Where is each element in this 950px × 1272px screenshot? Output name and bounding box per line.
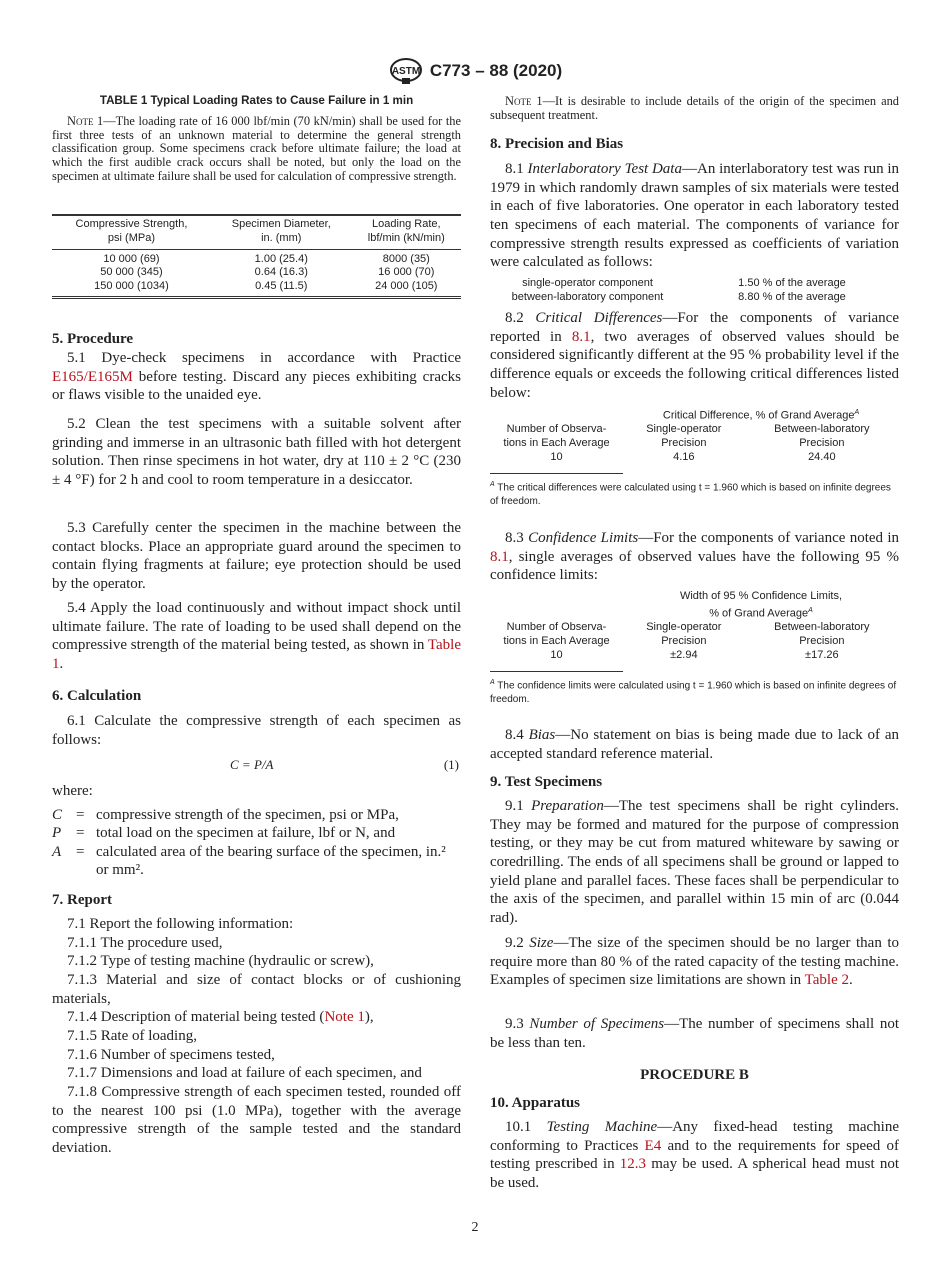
confidence-limits-table: Width of 95 % Confidence Limits, % of Grand Average$^A$ Number of Observa- tions in Each Average Single-operator Precision Between-laboratory Precision 10 ±2.94 ±17.26 $^A$ The confidence limits were calculated using t = 1.960 which is based on infinite degrees of freedom. — [490, 590, 899, 707]
italic-term: Bias — [528, 727, 556, 743]
para-9-1: 9.1 Preparation—The test specimens shall be right cylinders. They may be formed and matured for the purpose of compression testing, or they may be cut from matured whiteware by sawing or coredrilling. The ends of all specimens shall be ground or lapped to yield plane and parallel faces. These faces shall be perpendicular to the axis of the specimen, and parallel within 15 min of arc (0.044 rad). — [490, 798, 899, 926]
report-item: 7.1.8 Compressive strength of each specimen tested, rounded off to the nearest 100 psi (1.0 MPa), together with the average compressive strength of the sample tested and the standard deviation. — [52, 1083, 461, 1156]
report-item: 7.1 Report the following information: — [67, 916, 294, 932]
para-5-1: 5.1 Dye-check specimens in accordance with Practice E165/E165M before testing. Discard any pieces exhibiting cracks or flaws visible to the unaided eye. — [52, 350, 461, 404]
cross-reference-link[interactable]: Table 2 — [804, 972, 850, 989]
table1-note: Note 1—The loading rate of 16 000 lbf/min (70 kN/min) shall be used for the first three tests of an unknown material to determine the general strength classification group. Some specimens crack before ultimate failure; the load at which the first audible crack occurs shall be noted, but only the load on the specimen at ultimate failure shall be used for calculation of compressive strength. — [52, 114, 461, 183]
para-8-2: 8.2 Critical Differences—For the components of variance reported in 8.1, two averages of observed values should be considered significantly different at the 95 % probability level if the difference equals or exceeds the following critical differences listed below: — [490, 310, 899, 401]
col-header-rate: Loading Rate, lbf/min (kN/min) — [352, 215, 461, 249]
cross-reference-link[interactable]: E4 — [644, 1137, 662, 1154]
table-row: 10 000 (69) 1.00 (25.4) 8000 (35) — [103, 252, 430, 265]
section-5-heading: 5. Procedure — [52, 331, 134, 347]
table-row: 10 ±2.94 ±17.26 — [550, 648, 839, 661]
section-6-heading: 6. Calculation — [52, 688, 142, 704]
page-header — [0, 58, 950, 84]
section-10-heading: 10. Apparatus — [490, 1095, 581, 1111]
section-7-heading: 7. Report — [52, 892, 112, 908]
where-label: where: — [52, 783, 93, 799]
italic-term: Preparation — [531, 798, 604, 814]
col-header-diameter: Specimen Diameter, in. (mm) — [211, 215, 352, 249]
para-6-1: 6.1 Calculate the compressive strength of each specimen as follows: — [52, 713, 461, 748]
cross-reference-link[interactable]: Note 1 — [324, 1009, 365, 1026]
note-label: Note — [505, 94, 532, 108]
table-row: 150 000 (1034) 0.45 (11.5) 24 000 (105) — [94, 280, 438, 293]
para-5-4: 5.4 Apply the load continuously and without impact shock until ultimate failure. The rate of loading to be used shall depend on the compressive strength of the material being tested, as shown in Table 1. — [52, 600, 461, 672]
col-header-strength: Compressive Strength, psi (MPa) — [52, 215, 211, 249]
para-8-1: 8.1 Interlaboratory Test Data—An interlaboratory test was run in 1979 in which randomly drawn samples of six materials were tested in each of five laboratories. One operator in each laboratory tested ten specimens of each material. The components of variance for compressive strength results expressed as coefficients of variation were calculated as follows: — [490, 161, 900, 271]
report-item: 7.1.2 Type of testing machine (hydraulic or screw), — [67, 953, 374, 970]
designation: C773 – 88 (2020) — [429, 61, 563, 80]
section-9-heading: 9. Test Specimens — [490, 774, 603, 790]
cross-reference-link[interactable]: E165/E165M — [52, 368, 133, 385]
variance-table: single-operator component 1.50 % of the average between-laboratory component 8.80 % of the average — [511, 277, 846, 303]
para-9-2: 9.2 Size—The size of the specimen should be no larger than to require more than 80 % of the rated capacity of the testing machine. Examples of specimen size limitations are shown in Table 2. — [490, 935, 900, 989]
italic-term: Interlaboratory Test Data — [527, 161, 682, 177]
definition-item: P = total load on the specimen at failure, lbf or N, and — [52, 825, 396, 842]
procedure-b-heading: PROCEDURE B — [640, 1067, 749, 1083]
para-5-3: 5.3 Carefully center the specimen in the machine between the contact blocks. Place an appropriate guard around the specimen to contain flying fragments at failure; eye protection should be used by the operator. — [52, 520, 461, 592]
para-5-2: 5.2 Clean the test specimens with a suitable solvent after grinding and immerse in an ultrasonic bath filled with hot detergent solution. Then rinse specimens in hot water, dry at 110 ± 2 °C (230 ± 4 °F) for 2 h and cool to room temperature in a desiccator. — [52, 416, 461, 488]
italic-term: Critical Differences — [535, 310, 663, 326]
table1-title: TABLE 1 Typical Loading Rates to Cause Failure in 1 min — [99, 94, 414, 107]
cross-reference-link[interactable]: Table 1 — [52, 637, 461, 672]
cross-reference-link[interactable]: 8.1 — [571, 328, 591, 345]
table-row: 10 4.16 24.40 — [550, 451, 836, 464]
note-label: Note — [67, 114, 94, 128]
report-item: 7.1.5 Rate of loading, — [67, 1027, 197, 1044]
equation: C = P/A — [230, 757, 274, 772]
cross-reference-link[interactable]: 8.1 — [490, 548, 509, 565]
para-9-3: 9.3 Number of Specimens—The number of specimens shall not be less than ten. — [490, 1016, 899, 1051]
svg-text:ASTM: ASTM — [391, 66, 420, 77]
report-item: 7.1.7 Dimensions and load at failure of each specimen, and — [67, 1065, 422, 1082]
para-10-1: 10.1 Testing Machine—Any fixed-head testing machine conforming to Practices E4 and to the requirements for speed of testing prescribed in 12.3 may be used. A spherical head must not be used. — [490, 1119, 900, 1191]
table1 — [52, 214, 461, 299]
report-item: 7.1.1 The procedure used, — [67, 934, 223, 951]
definitions-list — [52, 806, 461, 879]
report-item: 7.1.6 Number of specimens tested, — [67, 1046, 275, 1063]
page-number: 2 — [471, 1220, 479, 1235]
critical-difference-table: Critical Difference, % of Grand Average$^A$ Number of Observa- tions in Each Average Single-operator Precision Between-laboratory Precision 10 4.16 24.40 $^A$ The critical differences were calculated using t = 1.960 which is based on infinite degrees of freedom. — [490, 406, 899, 509]
definition-item: C = compressive strength of the specimen, psi or MPa, — [52, 807, 399, 823]
para-8-4: 8.4 Bias—No statement on bias is being made due to lack of an accepted standard reference material. — [490, 727, 900, 762]
italic-term: Size — [529, 935, 554, 951]
report-item: 7.1.4 Description of material being tested (Note 1), — [67, 1009, 374, 1026]
italic-term: Confidence Limits — [528, 530, 639, 546]
report-list — [52, 915, 461, 1158]
cross-reference-link[interactable]: 12.3 — [619, 1156, 647, 1173]
italic-term: Number of Specimens — [529, 1016, 665, 1032]
equation-number: (1) — [443, 757, 459, 772]
footnote: $^A$ The critical differences were calculated using t = 1.960 which is based on infinite degrees of freedom. — [490, 480, 891, 508]
astm-logo-icon — [388, 58, 424, 84]
note-1: Note 1—It is desirable to include details of the origin of the specimen and subsequent treatment. — [490, 94, 899, 122]
definition-item: A = calculated area of the bearing surface of the specimen, in.² or mm². — [52, 843, 446, 878]
report-item: 7.1.3 Material and size of contact blocks or of cushioning materials, — [52, 971, 461, 1007]
section-8-heading: 8. Precision and Bias — [490, 136, 624, 152]
para-8-3: 8.3 Confidence Limits—For the components of variance noted in 8.1, single averages of observed values have the following 95 % confidence limits: — [490, 530, 899, 584]
italic-term: Testing Machine — [546, 1119, 658, 1135]
table-row: 50 000 (345) 0.64 (16.3) 16 000 (70) — [100, 266, 435, 279]
footnote: $^A$ The confidence limits were calculated using t = 1.960 which is based on infinite degrees of freedom. — [490, 678, 897, 705]
